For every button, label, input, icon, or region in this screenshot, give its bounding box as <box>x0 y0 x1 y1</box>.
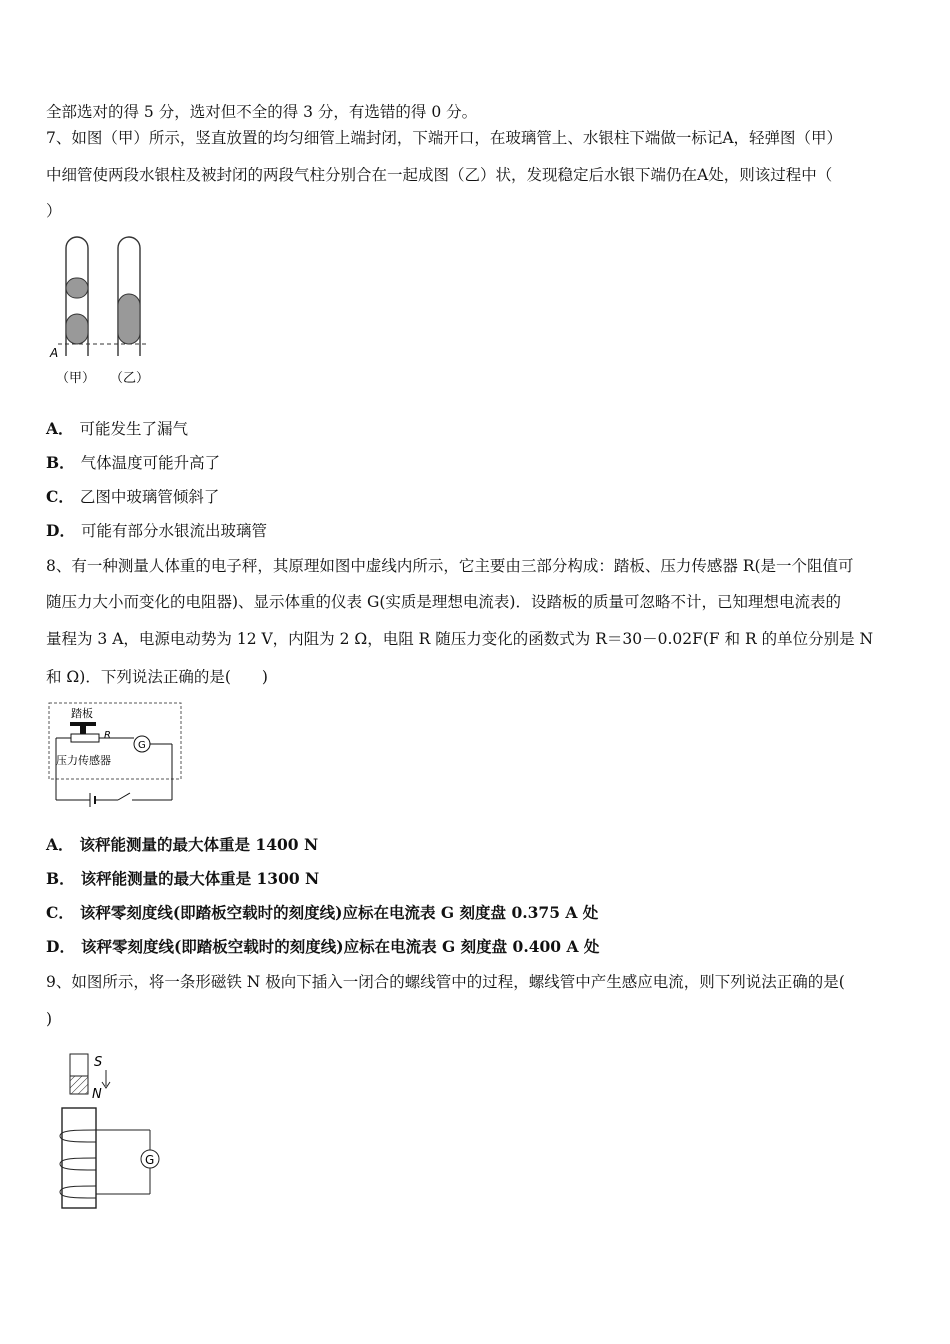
label-yi: （乙） <box>110 371 150 386</box>
q8-option-b[interactable] <box>46 869 319 889</box>
q7-option-b[interactable] <box>46 453 220 473</box>
south-pole-label: S <box>94 1055 103 1070</box>
q7-tube-figure <box>46 236 166 392</box>
q7-option-d-key: D． <box>46 521 75 540</box>
q7-option-a[interactable] <box>46 419 188 439</box>
dashed-boundary <box>49 703 181 779</box>
pedal-label: 踏板 <box>71 707 93 720</box>
q8-option-a[interactable] <box>46 835 318 855</box>
q8-option-a-key: A． <box>46 835 74 854</box>
q8-line-3: 量程为 3 A，电源电动势为 12 V，内阻为 2 Ω，电阻 R 随压力变化的函数式为 R＝30－0.02F(F 和 R 的单位分别是 N <box>46 630 874 648</box>
mark-a-label: A <box>50 346 59 360</box>
pedal-plate <box>70 722 96 726</box>
north-pole-label: N <box>92 1087 102 1102</box>
coil-turn-3 <box>60 1186 96 1198</box>
q7-option-a-key: A． <box>46 419 74 438</box>
q8-option-b-text: 该秤能测量的最大体重是 1300 N <box>80 869 320 888</box>
q8-line-4: 和 Ω)．下列说法正确的是( ) <box>46 668 268 686</box>
mercury-right <box>118 294 140 344</box>
pedal-stem <box>80 726 86 734</box>
q7-option-b-text: 气体温度可能升高了 <box>80 454 221 472</box>
q8-circuit-figure <box>46 700 188 808</box>
resistor-label: R <box>104 730 111 741</box>
q7-line-1: 7、如图（甲）所示，竖直放置的均匀细管上端封闭，下端开口，在玻璃管上、水银柱下端做一标记A，轻弹图（甲） <box>46 129 843 147</box>
mercury-upper-left <box>66 278 88 298</box>
intro-text: 全部选对的得 5 分，选对但不全的得 3 分，有选错的得 0 分。 <box>46 103 478 121</box>
q7-line-3: ） <box>46 202 62 220</box>
q8-option-c[interactable] <box>46 903 598 923</box>
q9-solenoid-figure <box>46 1048 172 1214</box>
galvanometer-label: G <box>145 1153 155 1167</box>
q8-option-c-key: C． <box>46 903 74 922</box>
q7-option-a-text: 可能发生了漏气 <box>79 420 189 438</box>
q7-option-d-text: 可能有部分水银流出玻璃管 <box>80 522 267 540</box>
q8-line-1: 8、有一种测量人体重的电子秤，其原理如图中虚线内所示，它主要由三部分构成：踏板、压力传感器 R(是一个阻值可 <box>46 557 854 575</box>
sensor-label: 压力传感器 <box>56 754 111 767</box>
q7-option-d[interactable] <box>46 521 267 541</box>
sensor-resistor <box>71 734 99 742</box>
q7-line-2: 中细管使两段水银柱及被封闭的两段气柱分别合在一起成图（乙）状，发现稳定后水银下端仍在A处，则该过程中（ <box>46 166 833 184</box>
coil-turn-1 <box>60 1130 96 1142</box>
q7-option-c-key: C． <box>46 487 74 506</box>
label-jia: （甲） <box>56 371 96 386</box>
q7-option-c-text: 乙图中玻璃管倾斜了 <box>79 488 220 506</box>
switch-arm <box>118 793 130 800</box>
q8-line-2: 随压力大小而变化的电阻器)、显示体重的仪表 G(实质是理想电流表)．设踏板的质量可忽略不计，已知理想电流表的 <box>46 593 841 611</box>
q8-option-c-text: 该秤零刻度线(即踏板空载时的刻度线)应标在电流表 G 刻度盘 0.375 A 处 <box>79 903 599 922</box>
q7-option-b-key: B． <box>46 453 75 472</box>
q8-option-b-key: B． <box>46 869 75 888</box>
q8-option-d-text: 该秤零刻度线(即踏板空载时的刻度线)应标在电流表 G 刻度盘 0.400 A 处 <box>80 937 600 956</box>
q8-option-a-text: 该秤能测量的最大体重是 1400 N <box>79 835 319 854</box>
q9-line-1: 9、如图所示，将一条形磁铁 N 极向下插入一闭合的螺线管中的过程，螺线管中产生感应电流，则下列说法正确的是( <box>46 973 845 991</box>
magnet-north-half <box>70 1076 88 1094</box>
q7-option-c[interactable] <box>46 487 219 507</box>
q8-option-d[interactable] <box>46 937 599 957</box>
meter-label: G <box>138 740 146 751</box>
q8-option-d-key: D． <box>46 937 75 956</box>
q9-line-2: ) <box>46 1010 53 1028</box>
coil-turn-2 <box>60 1158 96 1170</box>
mercury-lower-left <box>66 314 88 344</box>
